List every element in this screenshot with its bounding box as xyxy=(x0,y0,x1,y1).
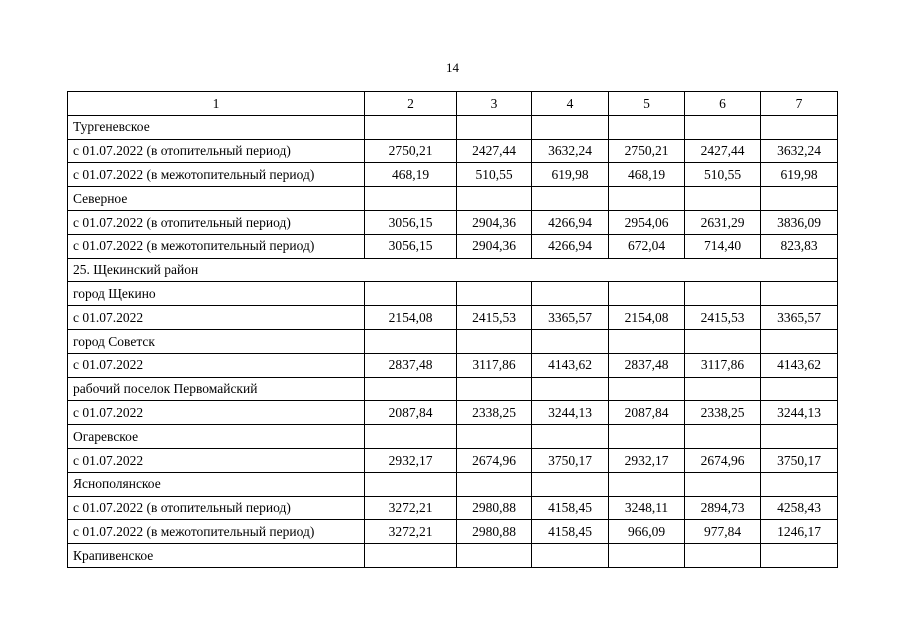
row-label: город Щекино xyxy=(68,282,365,306)
table-row xyxy=(68,544,838,568)
table-cell: 2894,73 xyxy=(685,496,761,520)
table-row xyxy=(68,115,838,139)
table-cell xyxy=(685,115,761,139)
table-cell: 2674,96 xyxy=(457,448,532,472)
table-cell: 4158,45 xyxy=(532,496,609,520)
table-cell: 2932,17 xyxy=(365,448,457,472)
table-cell xyxy=(685,544,761,568)
column-header: 2 xyxy=(365,92,457,116)
column-header: 1 xyxy=(68,92,365,116)
table-cell xyxy=(532,115,609,139)
table-cell xyxy=(457,329,532,353)
table-cell xyxy=(761,329,838,353)
table-cell xyxy=(457,187,532,211)
table-cell xyxy=(761,115,838,139)
table-row xyxy=(68,163,838,187)
row-label: с 01.07.2022 (в отопительный период) xyxy=(68,496,365,520)
table-cell: 2415,53 xyxy=(685,306,761,330)
table-cell: 510,55 xyxy=(457,163,532,187)
table-cell xyxy=(532,425,609,449)
table-cell: 2837,48 xyxy=(365,353,457,377)
row-label: с 01.07.2022 (в отопительный период) xyxy=(68,210,365,234)
table-cell: 2904,36 xyxy=(457,210,532,234)
table-cell: 2980,88 xyxy=(457,520,532,544)
row-label: с 01.07.2022 (в межотопительный период) xyxy=(68,163,365,187)
table-cell: 3056,15 xyxy=(365,234,457,258)
table-body xyxy=(68,115,838,567)
table-cell: 468,19 xyxy=(365,163,457,187)
table-cell: 2338,25 xyxy=(457,401,532,425)
row-label: с 01.07.2022 (в межотопительный период) xyxy=(68,234,365,258)
column-header: 3 xyxy=(457,92,532,116)
table-cell: 3632,24 xyxy=(761,139,838,163)
table-row xyxy=(68,282,838,306)
table-cell: 3244,13 xyxy=(532,401,609,425)
table-header-row xyxy=(68,92,838,116)
table-cell xyxy=(532,329,609,353)
table-cell: 3272,21 xyxy=(365,496,457,520)
table-cell: 2750,21 xyxy=(609,139,685,163)
table-cell: 3365,57 xyxy=(532,306,609,330)
table-cell: 3632,24 xyxy=(532,139,609,163)
table-cell: 510,55 xyxy=(685,163,761,187)
table-cell xyxy=(609,377,685,401)
table-cell xyxy=(685,425,761,449)
row-label: с 01.07.2022 (в отопительный период) xyxy=(68,139,365,163)
table-cell: 2427,44 xyxy=(457,139,532,163)
row-label: с 01.07.2022 xyxy=(68,401,365,425)
table-cell xyxy=(457,544,532,568)
table-cell xyxy=(761,544,838,568)
table-cell: 468,19 xyxy=(609,163,685,187)
table-cell xyxy=(457,115,532,139)
row-label: рабочий поселок Первомайский xyxy=(68,377,365,401)
table-cell: 2415,53 xyxy=(457,306,532,330)
table-cell: 4258,43 xyxy=(761,496,838,520)
table-cell xyxy=(532,377,609,401)
table-cell xyxy=(365,377,457,401)
table-cell: 966,09 xyxy=(609,520,685,544)
table-cell: 619,98 xyxy=(532,163,609,187)
table-cell: 2980,88 xyxy=(457,496,532,520)
table-cell xyxy=(457,472,532,496)
page-number: 14 xyxy=(446,60,459,75)
table-cell: 3836,09 xyxy=(761,210,838,234)
column-header: 7 xyxy=(761,92,838,116)
table-cell: 2338,25 xyxy=(685,401,761,425)
table-cell: 3272,21 xyxy=(365,520,457,544)
table-cell: 2154,08 xyxy=(365,306,457,330)
table-cell xyxy=(457,425,532,449)
row-label: с 01.07.2022 xyxy=(68,306,365,330)
table-cell xyxy=(761,472,838,496)
table-cell xyxy=(609,282,685,306)
table-cell xyxy=(685,377,761,401)
table-cell xyxy=(365,544,457,568)
table-row xyxy=(68,377,838,401)
column-header: 5 xyxy=(609,92,685,116)
table-cell xyxy=(609,425,685,449)
table-cell: 823,83 xyxy=(761,234,838,258)
table-cell xyxy=(532,544,609,568)
table-cell: 4143,62 xyxy=(532,353,609,377)
table-cell: 3117,86 xyxy=(685,353,761,377)
table-cell: 3244,13 xyxy=(761,401,838,425)
table-cell xyxy=(365,425,457,449)
row-label: Огаревское xyxy=(68,425,365,449)
table-cell xyxy=(761,377,838,401)
table-cell xyxy=(685,282,761,306)
table-row xyxy=(68,187,838,211)
table-cell: 2154,08 xyxy=(609,306,685,330)
table-cell xyxy=(685,329,761,353)
table-cell xyxy=(609,329,685,353)
table-cell: 2674,96 xyxy=(685,448,761,472)
table-cell: 4266,94 xyxy=(532,234,609,258)
column-header: 6 xyxy=(685,92,761,116)
row-label: Северное xyxy=(68,187,365,211)
table-cell xyxy=(532,187,609,211)
table-cell xyxy=(532,472,609,496)
column-header: 4 xyxy=(532,92,609,116)
table-cell xyxy=(365,115,457,139)
table-cell: 4266,94 xyxy=(532,210,609,234)
table-cell: 2932,17 xyxy=(609,448,685,472)
table-cell xyxy=(365,472,457,496)
table-cell: 2954,06 xyxy=(609,210,685,234)
table-cell xyxy=(365,187,457,211)
table-cell xyxy=(365,282,457,306)
table-cell xyxy=(685,472,761,496)
table-cell: 3056,15 xyxy=(365,210,457,234)
table-cell: 1246,17 xyxy=(761,520,838,544)
table-cell: 4158,45 xyxy=(532,520,609,544)
table-row xyxy=(68,401,838,425)
table-row xyxy=(68,306,838,330)
table-row xyxy=(68,210,838,234)
table-cell: 2631,29 xyxy=(685,210,761,234)
table-row xyxy=(68,139,838,163)
table-cell xyxy=(609,544,685,568)
table-cell xyxy=(761,187,838,211)
row-label: с 01.07.2022 (в межотопительный период) xyxy=(68,520,365,544)
table-row xyxy=(68,353,838,377)
table-row xyxy=(68,520,838,544)
table-cell: 714,40 xyxy=(685,234,761,258)
table-row xyxy=(68,425,838,449)
table-cell xyxy=(609,115,685,139)
table-cell xyxy=(365,329,457,353)
table-cell xyxy=(532,282,609,306)
table-row xyxy=(68,472,838,496)
table-cell xyxy=(761,425,838,449)
table-cell xyxy=(685,187,761,211)
table-cell xyxy=(457,282,532,306)
table-row xyxy=(68,448,838,472)
table-row xyxy=(68,234,838,258)
table-cell: 3750,17 xyxy=(532,448,609,472)
table-cell: 619,98 xyxy=(761,163,838,187)
table-cell: 977,84 xyxy=(685,520,761,544)
table-cell: 3248,11 xyxy=(609,496,685,520)
row-label: 25. Щекинский район xyxy=(68,258,838,282)
row-label: Тургеневское xyxy=(68,115,365,139)
row-label: город Советск xyxy=(68,329,365,353)
table-cell: 4143,62 xyxy=(761,353,838,377)
table-cell: 2750,21 xyxy=(365,139,457,163)
table-row xyxy=(68,496,838,520)
table-cell: 672,04 xyxy=(609,234,685,258)
table-cell: 2087,84 xyxy=(365,401,457,425)
table-cell: 2087,84 xyxy=(609,401,685,425)
table-cell: 3365,57 xyxy=(761,306,838,330)
table-cell xyxy=(761,282,838,306)
table-cell xyxy=(609,472,685,496)
row-label: с 01.07.2022 xyxy=(68,448,365,472)
table-cell: 3117,86 xyxy=(457,353,532,377)
table-row xyxy=(68,329,838,353)
table-cell: 3750,17 xyxy=(761,448,838,472)
table-cell xyxy=(457,377,532,401)
tariff-table xyxy=(67,91,838,568)
table-cell: 2837,48 xyxy=(609,353,685,377)
row-label: с 01.07.2022 xyxy=(68,353,365,377)
table-cell: 2904,36 xyxy=(457,234,532,258)
table-cell: 2427,44 xyxy=(685,139,761,163)
table-row xyxy=(68,258,838,282)
row-label: Яснополянское xyxy=(68,472,365,496)
table-cell xyxy=(609,187,685,211)
row-label: Крапивенское xyxy=(68,544,365,568)
